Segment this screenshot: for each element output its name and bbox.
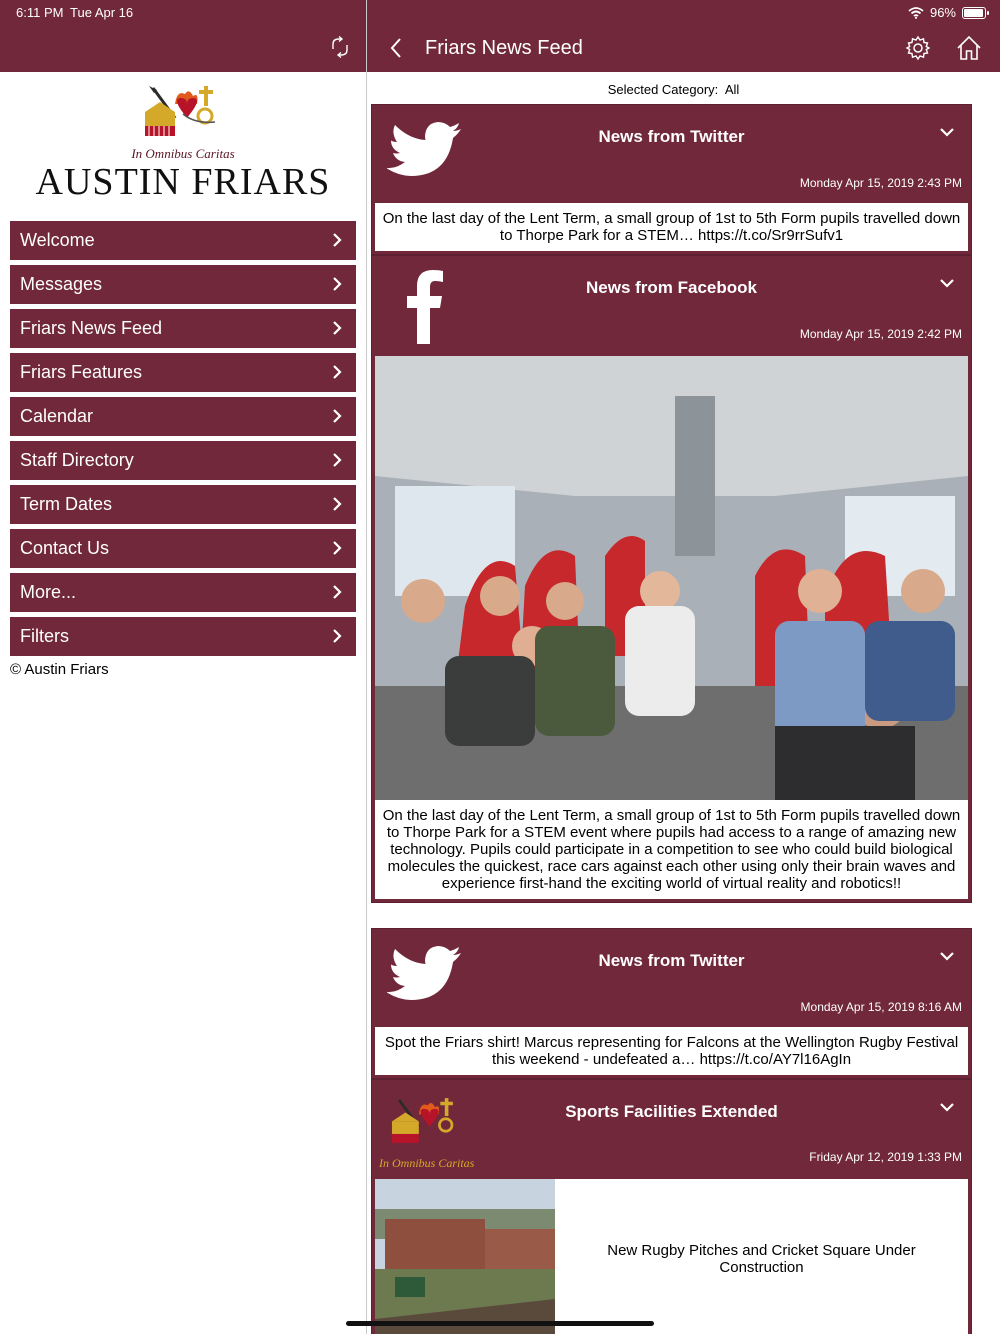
sidebar-item-label: Calendar [20,406,94,426]
pitch-photo [375,1179,555,1334]
chevron-right-icon [332,321,342,335]
chevron-right-icon [332,497,342,511]
school-crest-icon [135,84,231,148]
copyright-text: © Austin Friars [10,661,109,678]
school-motto: In Omnibus Caritas [131,146,235,161]
card-text: On the last day of the Lent Term, a small group of 1st to 5th Form pupils travelled down to Thorpe Park for a STEM event where pupils had access to a range of amazing new technology. Pupils could participate in a competition to see who could build biological molecules the quickest, race cars against each other using only their brain waves and experience first-hand the exciting world of virtual reality and robotics!! [375,800,968,899]
sidebar-item-filters[interactable] [10,617,356,656]
split-divider [366,0,367,1334]
card-header [375,105,968,203]
battery-level [964,9,983,17]
chevron-right-icon [332,629,342,643]
back-icon[interactable] [385,36,409,60]
chevron-right-icon [332,541,342,555]
selected-category [367,82,980,97]
chevron-right-icon [332,277,342,291]
news-card[interactable] [371,104,972,255]
sidebar-item-label: Staff Directory [20,450,134,470]
card-date: Monday Apr 15, 2019 8:16 AM [800,1000,962,1014]
card-title: Sports Facilities Extended [565,1102,778,1121]
sidebar-item-label: Term Dates [20,494,113,514]
page-title: Friars News Feed [425,37,583,59]
card-text: New Rugby Pitches and Cricket Square Under Construction [607,1242,916,1276]
card-date: Monday Apr 15, 2019 2:42 PM [799,327,962,341]
card-date: Friday Apr 12, 2019 1:33 PM [809,1150,962,1164]
category-value: All [724,82,740,97]
sidebar-item-label: Messages [20,274,103,294]
sidebar-item-label: More... [20,582,77,602]
sidebar-item-calendar[interactable] [10,397,356,436]
chevron-down-icon[interactable] [940,951,954,961]
card-text: On the last day of the Lent Term, a small group of 1st to 5th Form pupils travelled down to Thorpe Park for a STEM… https://t.co/Sr9rrSufv1 [375,203,968,251]
card-header [375,1080,968,1179]
chevron-down-icon[interactable] [940,1102,954,1112]
school-name: AUSTIN FRIARS [35,161,331,203]
train-photo [375,356,968,800]
sidebar-item-label: Filters [20,626,69,646]
sidebar-item-label: Friars Features [20,362,143,382]
sidebar-item-features[interactable] [10,353,356,392]
card-date: Monday Apr 15, 2019 2:43 PM [799,176,962,190]
home-icon[interactable] [956,35,982,61]
chevron-right-icon [332,365,342,379]
battery-icon [962,7,986,19]
sidebar-menu [10,221,356,661]
chevron-right-icon [332,585,342,599]
category-label: Selected Category: [607,82,719,97]
chevron-right-icon [332,453,342,467]
main-nav-bar [367,24,1000,72]
chevron-down-icon[interactable] [940,278,954,288]
sidebar-item-contact-us[interactable] [10,529,356,568]
status-bar [0,0,1000,24]
status-date: Tue Apr 16 [70,5,134,20]
gear-icon[interactable] [905,35,931,61]
chevron-down-icon[interactable] [940,127,954,137]
sidebar-item-more[interactable] [10,573,356,612]
card-header [375,929,968,1027]
status-indicators [908,5,986,20]
news-card[interactable] [371,928,972,1079]
wifi-icon [908,7,924,19]
status-time: 6:11 PM [16,5,64,20]
home-indicator[interactable] [346,1321,654,1326]
sidebar-item-term-dates[interactable] [10,485,356,524]
sidebar-item-welcome[interactable] [10,221,356,260]
school-logo [0,84,366,204]
sidebar-item-news-feed[interactable] [10,309,356,348]
sidebar-item-label: Welcome [20,230,95,250]
news-card[interactable] [371,255,972,903]
refresh-icon[interactable] [328,35,352,59]
chevron-right-icon [332,409,342,423]
card-crest-motto: In Omnibus Caritas [379,1156,475,1170]
sidebar-item-label: Contact Us [20,538,110,558]
chevron-right-icon [332,233,342,247]
card-title: News from Twitter [598,951,745,970]
sidebar-item-staff-directory[interactable] [10,441,356,480]
card-header [375,256,968,356]
sidebar-item-messages[interactable] [10,265,356,304]
news-card[interactable] [371,1079,972,1334]
battery-percent: 96% [929,5,956,20]
card-content [375,1179,968,1334]
card-text: Spot the Friars shirt! Marcus representing for Falcons at the Wellington Rugby Festival this weekend - undefeated a… https://t.co/AY7l16AgIn [375,1027,968,1075]
sidebar-item-label: Friars News Feed [20,318,163,338]
card-title: News from Twitter [598,127,745,146]
sidebar-nav-bar [0,24,366,72]
card-title: News from Facebook [586,278,757,297]
